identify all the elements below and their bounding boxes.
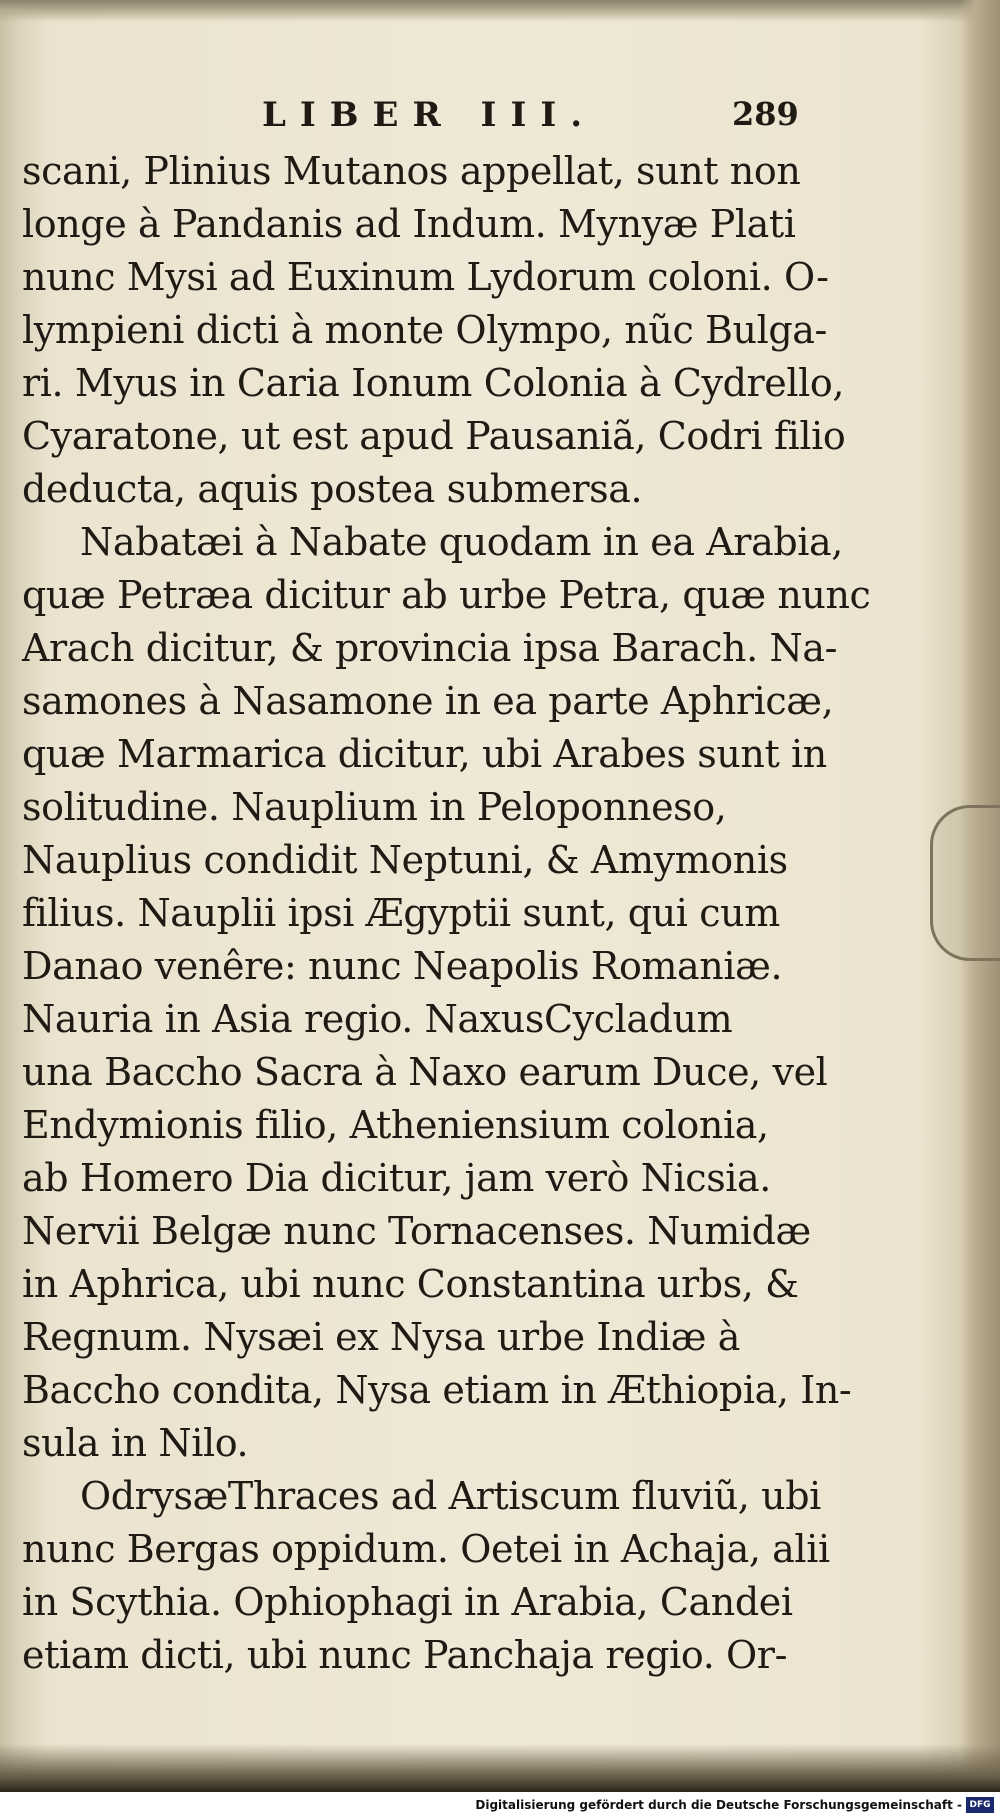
digitization-footer: [0, 1792, 1000, 1819]
text-line: filius. Nauplii ipsi Ægyptii sunt, qui cum: [22, 891, 780, 935]
text-line: Endymionis filio, Atheniensium colonia,: [22, 1103, 769, 1147]
page-number: 289: [732, 95, 799, 133]
text-line: Nervii Belgæ nunc Tornacenses. Numidæ: [22, 1209, 811, 1253]
text-line: Nabatæi à Nabate quodam in ea Arabia,: [80, 520, 843, 564]
text-line: in Scythia. Ophiophagi in Arabia, Candei: [22, 1580, 793, 1624]
dfg-logo: DFG: [966, 1797, 994, 1813]
text-line: Baccho condita, Nysa etiam in Æthiopia, In-: [22, 1368, 852, 1412]
text-line: etiam dicti, ubi nunc Panchaja regio. Or-: [22, 1633, 788, 1677]
text-line: Cyaratone, ut est apud Pausaniã, Codri filio: [22, 414, 846, 458]
text-line: scani, Plinius Mutanos appellat, sunt non: [22, 149, 801, 193]
text-line: nunc Mysi ad Euxinum Lydorum coloni. O-: [22, 255, 829, 299]
text-line: samones à Nasamone in ea parte Aphricæ,: [22, 679, 834, 723]
book-page: [22, 95, 871, 1682]
running-head-title: LIBER III.: [262, 95, 597, 135]
body-text: [22, 145, 871, 1682]
text-line: longe à Pandanis ad Indum. Mynyæ Plati: [22, 202, 796, 246]
text-line: una Baccho Sacra à Naxo earum Duce, vel: [22, 1050, 828, 1094]
page-top-edge: [0, 0, 1000, 22]
text-line: quæ Marmarica dicitur, ubi Arabes sunt in: [22, 732, 827, 776]
funding-credit: Digitalisierung gefördert durch die Deutsche Forschungsgemeinschaft -: [475, 1798, 962, 1812]
book-clasp: [930, 805, 1000, 961]
text-line: Nauplius condidit Neptuni, & Amymonis: [22, 838, 788, 882]
running-head: [22, 95, 822, 145]
text-line: ri. Myus in Caria Ionum Colonia à Cydrello,: [22, 361, 845, 405]
text-line: nunc Bergas oppidum. Oetei in Achaja, alii: [22, 1527, 830, 1571]
text-line: Regnum. Nysæi ex Nysa urbe Indiæ à: [22, 1315, 741, 1359]
text-line: in Aphrica, ubi nunc Constantina urbs, &: [22, 1262, 799, 1306]
text-line: Nauria in Asia regio. NaxusCycladum: [22, 997, 733, 1041]
text-line: Danao venêre: nunc Neapolis Romaniæ.: [22, 944, 783, 988]
text-line: quæ Petræa dicitur ab urbe Petra, quæ nunc: [22, 573, 871, 617]
text-line: lympieni dicti à monte Olympo, nũc Bulga-: [22, 308, 827, 352]
text-line: OdrysæThraces ad Artiscum fluviũ, ubi: [80, 1474, 821, 1518]
page-bottom-edge: [0, 1744, 1000, 1792]
text-line: sula in Nilo.: [22, 1421, 249, 1465]
text-line: solitudine. Nauplium in Peloponneso,: [22, 785, 727, 829]
text-line: Arach dicitur, & provincia ipsa Barach. Na-: [22, 626, 838, 670]
text-line: ab Homero Dia dicitur, jam verò Nicsia.: [22, 1156, 771, 1200]
text-line: deducta, aquis postea submersa.: [22, 467, 643, 511]
